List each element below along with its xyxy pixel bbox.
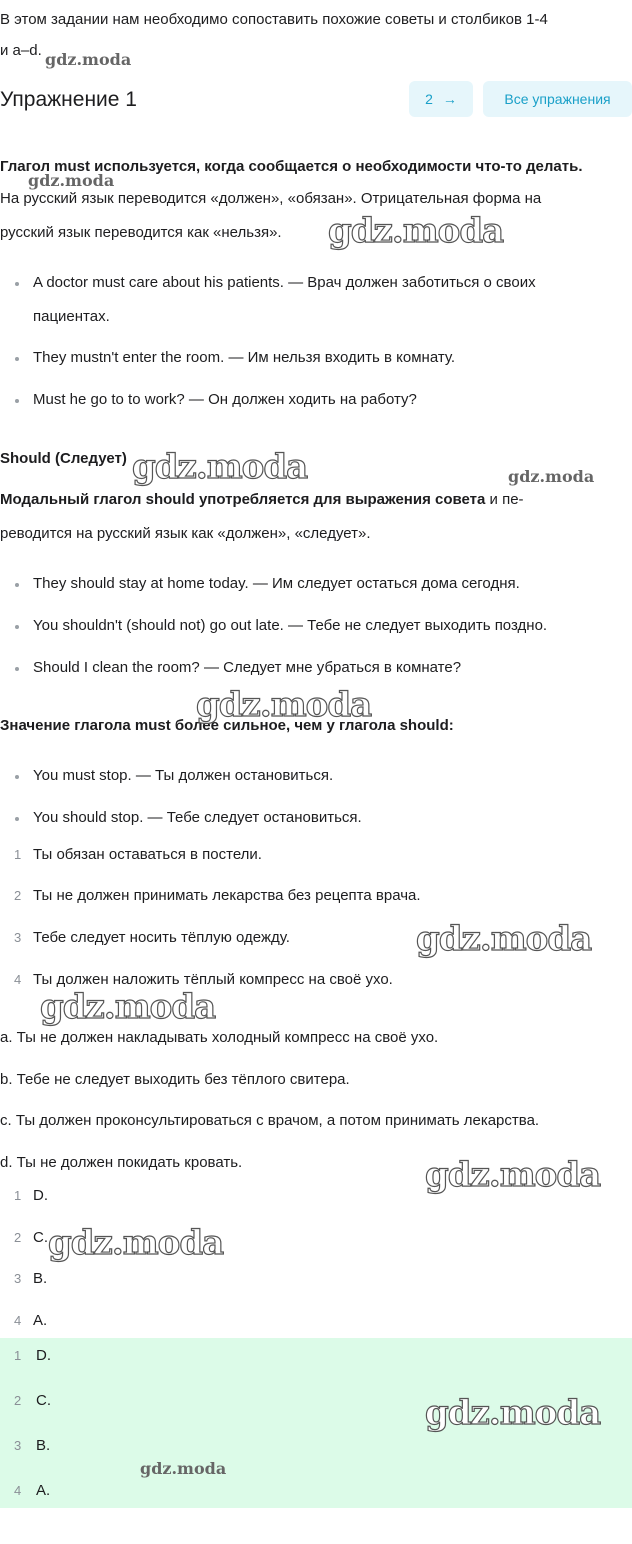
watermark-logo: gdz.moda xyxy=(416,919,592,959)
answer-text: B. xyxy=(33,1270,48,1287)
watermark-logo: gdz.moda xyxy=(28,171,115,190)
option-c: c. Ты должен проконсультироваться с врачом, а потом принимать лекарства. xyxy=(0,1112,540,1129)
final-answer-number: 1 xyxy=(14,1348,22,1363)
intro-line-1: В этом задании нам необходимо сопоставить похожие советы и столбиков 1-4 xyxy=(0,11,548,28)
bullet xyxy=(15,282,19,286)
option-d: d. Ты не должен покидать кровать. xyxy=(0,1154,243,1171)
final-answer-text: C. xyxy=(36,1392,51,1409)
answer-text: A. xyxy=(33,1312,48,1329)
next-exercise-button[interactable] xyxy=(409,81,473,117)
task-text: Ты не должен принимать лекарства без рецепта врача. xyxy=(33,887,421,904)
answer-number: 1 xyxy=(14,1188,22,1203)
must-example-1: A doctor must care about his patients. — Врач должен заботиться о своих xyxy=(33,274,536,291)
task-text: Ты должен наложить тёплый компресс на своё ухо. xyxy=(33,971,393,988)
bullet xyxy=(15,817,19,821)
bullet xyxy=(15,775,19,779)
should-heading: Should (Следует) xyxy=(0,450,127,467)
task-number: 4 xyxy=(14,972,22,987)
should-example-3: Should I clean the room? — Следует мне убраться в комнате? xyxy=(33,659,462,676)
answer-number: 3 xyxy=(14,1271,22,1286)
watermark-logo: gdz.moda xyxy=(425,1393,601,1433)
task-text: Ты обязан оставаться в постели. xyxy=(33,846,262,863)
should-line-2: реводится на русский язык как «должен», «следует». xyxy=(0,525,371,542)
final-answer-number: 4 xyxy=(14,1483,22,1498)
must-heading: Глагол must используется, когда сообщается о необходимости что-то делать. xyxy=(0,158,583,175)
compare-example-2: You should stop. — Тебе следует остановиться. xyxy=(33,809,362,826)
watermark-logo: gdz.moda xyxy=(508,467,595,486)
intro-line-2: и a–d. xyxy=(0,42,42,59)
option-a: a. Ты не должен накладывать холодный компресс на своё ухо. xyxy=(0,1029,439,1046)
final-answer-text: B. xyxy=(36,1437,51,1454)
compare-heading: Значение глагола must более сильное, чем у глагола should: xyxy=(0,717,454,734)
watermark-logo: gdz.moda xyxy=(196,685,372,725)
watermark-logo: gdz.moda xyxy=(328,211,504,251)
must-example-2: They mustn't enter the room. — Им нельзя входить в комнату. xyxy=(33,349,456,366)
final-answer-text: D. xyxy=(36,1347,51,1364)
all-exercises-button[interactable]: Все упражнения xyxy=(483,81,632,117)
bullet xyxy=(15,357,19,361)
should-line-1-bold: Модальный глагол should употребляется для выражения совета xyxy=(0,491,486,508)
watermark-logo: gdz.moda xyxy=(45,50,132,69)
answer-number: 4 xyxy=(14,1313,22,1328)
watermark-logo: gdz.moda xyxy=(132,447,308,487)
should-example-1: They should stay at home today. — Им следует остаться дома сегодня. xyxy=(33,575,520,592)
final-answer-text: A. xyxy=(36,1482,51,1499)
task-text: Тебе следует носить тёплую одежду. xyxy=(33,929,290,946)
should-line-1-rest: и пе- xyxy=(485,491,524,508)
final-answer-number: 2 xyxy=(14,1393,22,1408)
answer-number: 2 xyxy=(14,1230,22,1245)
must-example-3: Must he go to to work? — Он должен ходить на работу? xyxy=(33,391,417,408)
bullet xyxy=(15,667,19,671)
watermark-logo: gdz.moda xyxy=(140,1459,227,1478)
task-number: 2 xyxy=(14,888,22,903)
must-line-2: На русский язык переводится «должен», «обязан». Отрицательная форма на xyxy=(0,190,542,207)
arrow-right-icon: → xyxy=(442,91,457,107)
next-exercise-label: 2 xyxy=(425,91,433,107)
should-example-2: You shouldn't (should not) go out late. — Тебе не следует выходить поздно. xyxy=(33,617,548,634)
task-number: 3 xyxy=(14,930,22,945)
watermark-logo: gdz.moda xyxy=(48,1223,224,1263)
answer-text: D. xyxy=(33,1187,48,1204)
watermark-logo: gdz.moda xyxy=(40,987,216,1027)
bullet xyxy=(15,399,19,403)
task-number: 1 xyxy=(14,847,22,862)
option-b: b. Тебе не следует выходить без тёплого свитера. xyxy=(0,1071,350,1088)
bullet xyxy=(15,625,19,629)
compare-example-1: You must stop. — Ты должен остановиться. xyxy=(33,767,334,784)
answer-text: C. xyxy=(33,1229,48,1246)
page-title: Упражнение 1 xyxy=(0,88,137,111)
must-line-3: русский язык переводится как «нельзя». xyxy=(0,224,282,241)
should-line-1 xyxy=(0,483,524,517)
final-answer-number: 3 xyxy=(14,1438,22,1453)
bullet xyxy=(15,583,19,587)
must-example-1-cont: пациентах. xyxy=(33,308,110,325)
watermark-logo: gdz.moda xyxy=(425,1155,601,1195)
